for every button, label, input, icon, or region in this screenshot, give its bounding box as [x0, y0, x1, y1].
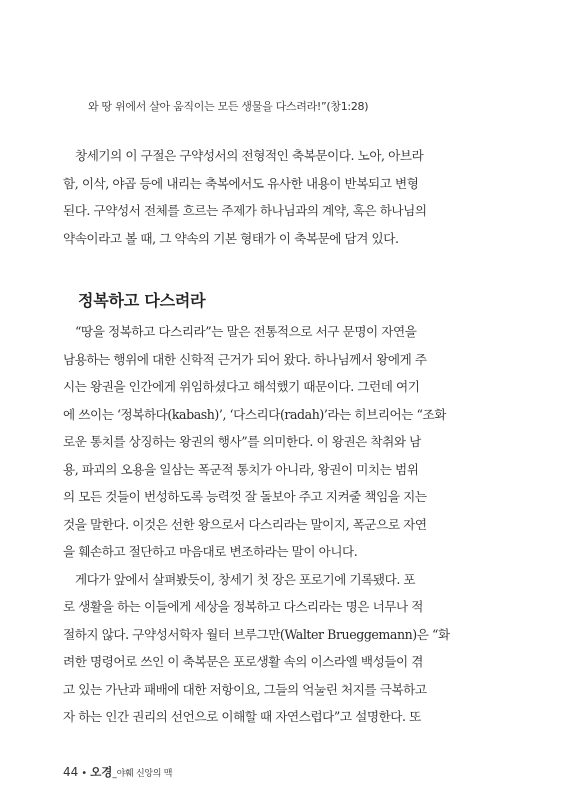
text-line: 창세기의 이 구절은 구약성서의 전형적인 축복문이다. 노아, 아브라	[75, 148, 424, 163]
book-title: 오경	[90, 765, 113, 779]
text-line: 로운 통치를 상징하는 왕권의 행사”를 의미한다. 이 왕권은 착취와 남	[63, 434, 421, 449]
text-line: 절하지 않다. 구약성서학자 월터 브루그만(Walter Brueggemann)은 “화	[63, 626, 450, 642]
text-line: 약속이라고 볼 때, 그 약속의 기본 형태가 이 축복문에 담겨 있다.	[63, 230, 399, 246]
text-line: 남용하는 행위에 대한 신학적 근거가 되어 왔다. 하나님께서 왕에게 주	[63, 351, 427, 367]
text-line: “땅을 정복하고 다스리라”는 말은 전통적으로 서구 문명이 자연을	[75, 324, 417, 339]
text-line: 함, 이삭, 야곱 등에 내리는 축복에서도 유사한 내용이 반복되고 변형	[63, 175, 419, 191]
section-heading: 정복하고 다스려라	[78, 291, 206, 310]
scripture-quote: 와 땅 위에서 살아 움직이는 모든 생물을 다스려라!”(창1:28)	[88, 100, 369, 113]
text-line: 을 훼손하고 절단하고 마음대로 변조하라는 말이 아니다.	[63, 544, 358, 559]
text-line: 시는 왕권을 인간에게 위임하셨다고 해석했기 때문이다. 그런데 여기	[63, 379, 420, 394]
text-line: 게다가 앞에서 살펴봤듯이, 창세기 첫 장은 포로기에 기록됐다. 포	[75, 571, 416, 587]
footer-separator: •	[81, 768, 88, 779]
paragraph-body	[63, 318, 503, 731]
page-footer	[63, 764, 172, 780]
paragraph-intro	[63, 142, 503, 252]
page-number: 44	[63, 765, 79, 779]
text-line: 고 있는 가난과 패배에 대한 저항이요, 그들의 억눌린 처지를 극복하고	[63, 681, 427, 697]
text-line: 자 하는 인간 권리의 선언으로 이해할 때 자연스럽다”고 설명한다. 또	[63, 709, 421, 724]
text-line: 의 모든 것들이 번성하도록 능력껏 잘 돌보아 주고 지켜줄 책임을 지는	[63, 489, 427, 504]
text-line: 된다. 구약성서 전체를 흐르는 주제가 하나님과의 계약, 혹은 하나님의	[63, 203, 427, 218]
book-subtitle: _야훼 신앙의 맥	[112, 769, 173, 779]
text-line: 로 생활을 하는 이들에게 세상을 정복하고 다스리라는 명은 너무나 적	[63, 599, 424, 614]
text-line: 용, 파괴의 오용을 일삼는 폭군적 통치가 아니라, 왕권이 미치는 범위	[63, 461, 419, 477]
text-line: 에 쓰이는 ‘정복하다(kabash)’, ‘다스리다(radah)’라는 히브리어는 “조화	[63, 406, 446, 422]
text-line: 것을 말한다. 이것은 선한 왕으로서 다스리라는 말이지, 폭군으로 자연	[63, 516, 427, 532]
text-line: 려한 명령어로 쓰인 이 축복문은 포로생활 속의 이스라엘 백성들이 겪	[63, 654, 424, 669]
